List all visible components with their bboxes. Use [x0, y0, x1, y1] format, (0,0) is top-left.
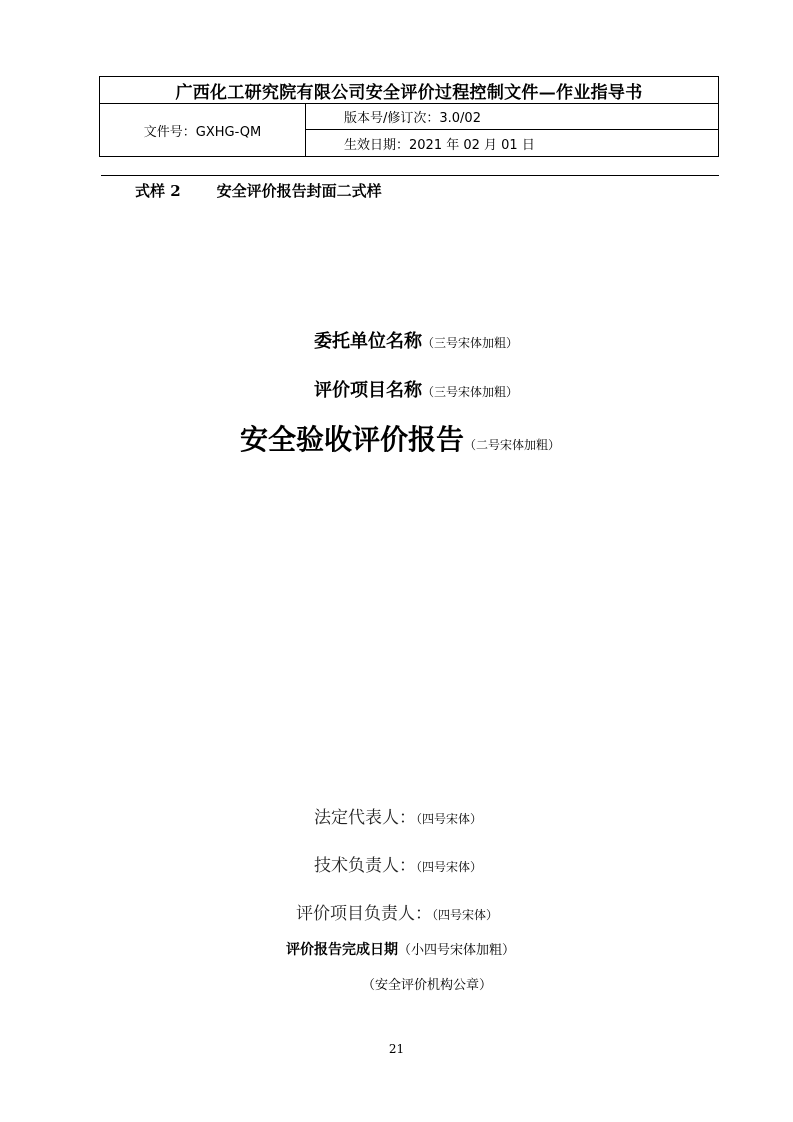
agency-seal-note: （安全评价机构公章） — [362, 978, 493, 993]
report-title-note: （二号宋体加粗） — [464, 438, 561, 452]
project-lead-line — [296, 899, 498, 924]
completion-date-label: 评价报告完成日期 — [286, 942, 398, 958]
project-lead-label: 评价项目负责人： — [296, 904, 432, 924]
project-lead-note: （四号宋体） — [432, 908, 499, 922]
tech-lead-line — [314, 851, 482, 876]
legal-rep-note: （四号宋体） — [416, 812, 483, 826]
effective-date: 生效日期：2021 年 02 月 01 日 — [344, 137, 535, 153]
page-number: 21 — [388, 1042, 405, 1056]
document-header-table — [99, 76, 719, 157]
version-number: 版本号/修订次：3.0/02 — [306, 104, 718, 130]
legal-rep-label: 法定代表人： — [314, 808, 416, 828]
section-heading — [135, 180, 382, 201]
client-name-line — [314, 327, 518, 353]
section-number: 式样 2 — [135, 182, 181, 200]
header-rule — [101, 175, 719, 176]
legal-rep-line — [314, 803, 482, 828]
tech-lead-label: 技术负责人： — [314, 856, 416, 876]
report-title-line — [240, 418, 560, 458]
project-name-label: 评价项目名称 — [314, 380, 422, 401]
file-number: 文件号：GXHG-QM — [100, 104, 306, 156]
client-name-label: 委托单位名称 — [314, 331, 422, 352]
client-name-note: （三号宋体加粗） — [422, 336, 519, 350]
completion-date-line — [286, 939, 515, 959]
project-name-line — [314, 376, 518, 402]
section-title: 安全评价报告封面二式样 — [216, 182, 382, 200]
header-title: 广西化工研究院有限公司安全评价过程控制文件—作业指导书 — [100, 77, 718, 104]
tech-lead-note: （四号宋体） — [416, 860, 483, 874]
completion-date-note: （小四号宋体加粗） — [398, 943, 516, 958]
report-title: 安全验收评价报告 — [240, 423, 465, 456]
project-name-note: （三号宋体加粗） — [422, 385, 519, 399]
